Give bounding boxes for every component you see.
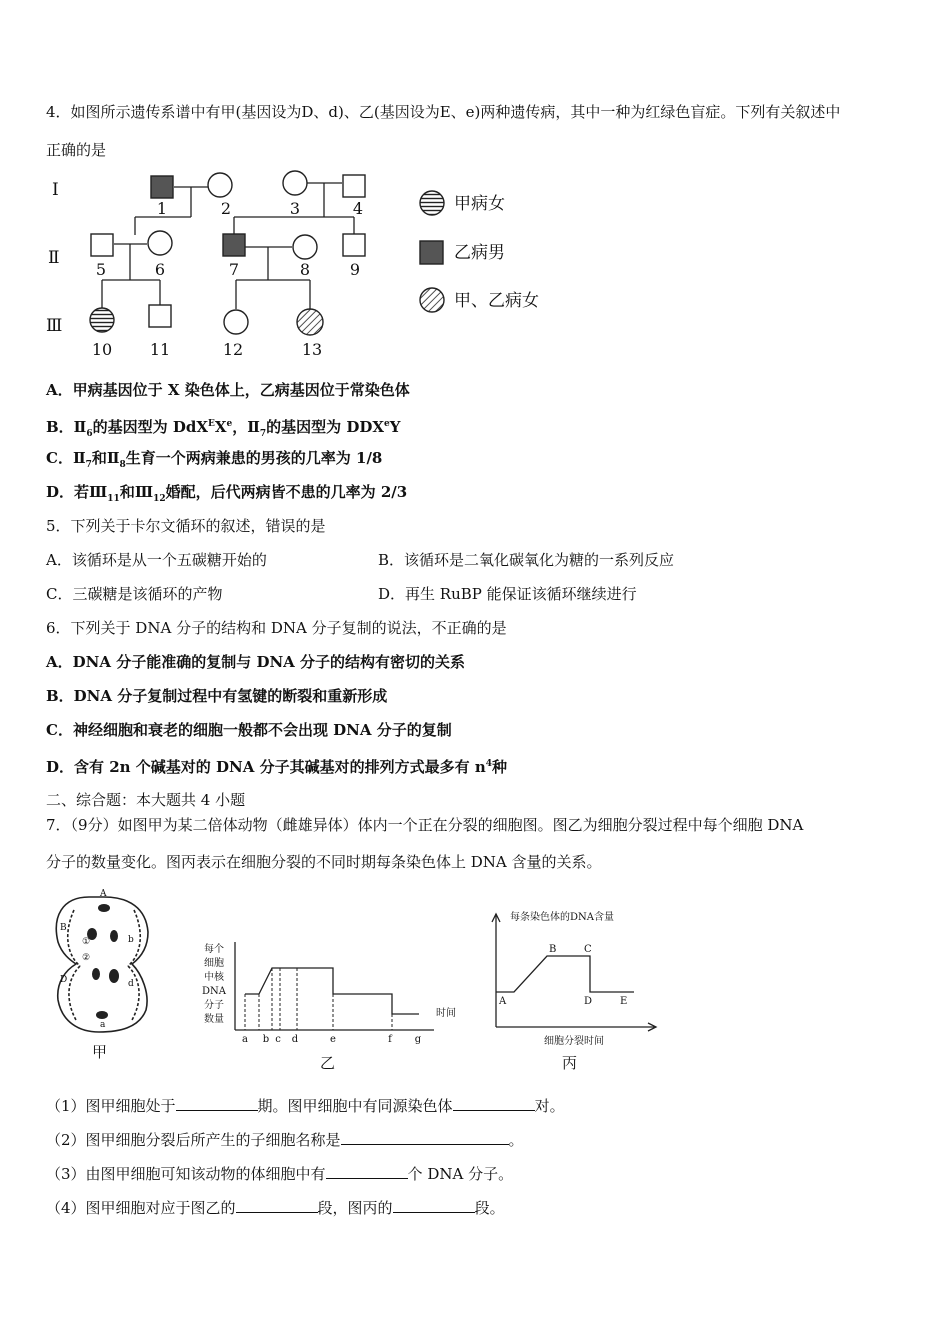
- fig-bing-ylabel: 每条染色体的DNA含量: [510, 912, 614, 923]
- q4-option-b: B．$Ⅱ_6$的基因型为 DdX$^E$Xe，$Ⅱ_7$的基因型为 DDXeY: [46, 418, 401, 439]
- individual-II-6: [148, 231, 172, 255]
- fig-yi-curve: [245, 968, 419, 1014]
- answer-blank[interactable]: [176, 1096, 258, 1111]
- label-13: 13: [301, 340, 323, 359]
- fig-yi-ylabel: 细胞: [204, 958, 224, 969]
- label-9: 9: [349, 260, 361, 279]
- fig-jia-label-D: D: [60, 975, 68, 985]
- fig-yi-xlabel: 时间: [436, 1008, 456, 1019]
- label-4: 4: [352, 199, 364, 218]
- label-8: 8: [299, 260, 311, 279]
- fig-bing-xlabel: 细胞分裂时间: [544, 1036, 604, 1047]
- legend-yi-male: 乙病男: [454, 243, 505, 263]
- label-6: 6: [154, 260, 166, 279]
- legend-yi-male-symbol: [420, 241, 443, 264]
- q7-stem-line2: 分子的数量变化。图丙表示在细胞分裂的不同时期每条染色体上 DNA 含量的关系。: [46, 853, 602, 871]
- individual-I-4: [343, 175, 365, 197]
- individual-III-10: [90, 308, 114, 332]
- fig-jia-label-1: ①: [82, 937, 91, 947]
- fig-yi-ylabel: 分子: [204, 1000, 224, 1011]
- legend-jia-female-symbol: [420, 191, 444, 215]
- fig-yi-ylabel: 每个: [204, 944, 224, 955]
- q6-option-d: D．含有 2n 个碱基对的 DNA 分子其碱基对的排列方式最多有 $n^4$种: [46, 758, 508, 776]
- q4-option-c: C．$Ⅱ_7$和$Ⅱ_8$生育一个两病兼患的男孩的几率为 1/8: [46, 449, 383, 470]
- q4-option-a: A．甲病基因位于 X 染色体上，乙病基因位于常染色体: [46, 381, 410, 399]
- q7-figures: [44, 882, 664, 1077]
- generation-label-3: Ⅲ: [46, 316, 63, 336]
- fig-jia-label-b: b: [128, 935, 134, 945]
- generation-label-1: Ⅰ: [52, 180, 59, 200]
- fig-yi-ylabel: 中核: [204, 972, 224, 983]
- label-2: 2: [220, 199, 232, 218]
- fig-jia-label-2: ②: [82, 953, 91, 963]
- label-11: 11: [149, 340, 171, 359]
- individual-II-9: [343, 234, 365, 256]
- q4-stem-line2: 正确的是: [46, 141, 107, 159]
- label-5: 5: [95, 260, 107, 279]
- fig-bing-point-A: A: [499, 996, 507, 1007]
- q4-stem-line1: 4．如图所示遗传系谱中有甲(基因设为D、d)、乙(基因设为E、e)两种遗传病，其中一种为红绿色盲症。下列有关叙述中: [46, 103, 841, 121]
- answer-blank[interactable]: [326, 1164, 408, 1179]
- label-3: 3: [289, 199, 301, 218]
- legend-both-female-symbol: [420, 288, 444, 312]
- fig-bing-point-B: B: [549, 944, 557, 955]
- q5-option-c: C．三碳糖是该循环的产物: [46, 585, 223, 603]
- fig-bing-point-E: E: [620, 996, 628, 1007]
- q6-option-b: B．DNA 分子复制过程中有氢键的断裂和重新形成: [46, 687, 388, 705]
- fig-yi-tick-e: e: [330, 1034, 336, 1045]
- q7-stem-line1: 7．（9分）如图甲为某二倍体动物（雌雄异体）体内一个正在分裂的细胞图。图乙为细胞分裂过程中每个细胞 DNA: [46, 816, 804, 834]
- legend-jia-female: 甲病女: [454, 194, 505, 214]
- q5-option-d: D．再生 RuBP 能保证该循环继续进行: [378, 585, 637, 603]
- individual-III-11: [149, 305, 171, 327]
- fig-yi-ylabel: 数量: [204, 1014, 224, 1025]
- answer-blank[interactable]: [393, 1198, 475, 1213]
- fig-yi-tick-b: b: [262, 1034, 270, 1045]
- fig-jia-chromosome: [110, 930, 118, 942]
- fig-bing-point-D: D: [584, 996, 593, 1007]
- q7-sub4: （4）图甲细胞对应于图乙的 段，图丙的 段。: [46, 1199, 505, 1217]
- q4-option-d: D．若$Ⅲ_{11}$和$Ⅲ_{12}$婚配，后代两病皆不患的几率为 2/3: [46, 483, 408, 504]
- individual-III-12: [224, 310, 248, 334]
- q6-option-a: A．DNA 分子能准确的复制与 DNA 分子的结构有密切的关系: [46, 653, 466, 671]
- individual-I-1: [151, 176, 173, 198]
- q5-option-a: A．该循环是从一个五碳糖开始的: [46, 551, 267, 569]
- fig-yi-tick-d: d: [291, 1034, 299, 1045]
- fig-yi-tick-c: c: [275, 1034, 281, 1045]
- fig-bing-curve: [496, 956, 634, 992]
- individual-II-5: [91, 234, 113, 256]
- q6-option-c: C．神经细胞和衰老的细胞一般都不会出现 DNA 分子的复制: [46, 721, 452, 739]
- generation-label-2: Ⅱ: [48, 248, 60, 268]
- fig-jia-chromosome: [96, 1011, 108, 1019]
- fig-jia-chromosome: [109, 969, 119, 983]
- fig-jia-label-A: A: [100, 889, 107, 899]
- individual-I-3: [283, 171, 307, 195]
- fig-yi-ylabel: DNA: [202, 986, 226, 997]
- fig-jia-label-B: B: [60, 923, 67, 933]
- q5-stem: 5．下列关于卡尔文循环的叙述，错误的是: [46, 517, 326, 535]
- q7-sub1: （1）图甲细胞处于 期。图甲细胞中有同源染色体 对。: [46, 1097, 565, 1115]
- answer-blank[interactable]: [453, 1096, 535, 1111]
- fig-jia-chromosome: [98, 904, 110, 912]
- answer-blank[interactable]: [341, 1130, 509, 1145]
- individual-II-8: [293, 235, 317, 259]
- q5-option-b: B．该循环是二氧化碳氧化为糖的一系列反应: [378, 551, 675, 569]
- individual-I-2: [208, 173, 232, 197]
- label-1: 1: [156, 199, 168, 218]
- fig-jia-chromosome: [92, 968, 100, 980]
- fig-yi-tick-g: g: [414, 1034, 422, 1045]
- fig-jia-label-d: d: [128, 979, 134, 989]
- q7-sub2: （2）图甲细胞分裂后所产生的子细胞名称是 。: [46, 1131, 524, 1149]
- label-7: 7: [228, 260, 240, 279]
- label-10: 10: [91, 340, 113, 359]
- legend-both-female: 甲、乙病女: [454, 291, 539, 311]
- fig-jia-label-a: a: [100, 1020, 106, 1030]
- section-2-heading: 二、综合题：本大题共 4 小题: [46, 791, 246, 809]
- fig-yi-caption: 乙: [320, 1054, 336, 1072]
- fig-yi-tick-f: f: [388, 1034, 392, 1045]
- individual-III-13: [297, 309, 323, 335]
- q7-sub3: （3）由图甲细胞可知该动物的体细胞中有 个 DNA 分子。: [46, 1165, 514, 1183]
- pedigree-figure: [44, 165, 554, 365]
- answer-blank[interactable]: [236, 1198, 318, 1213]
- label-12: 12: [222, 340, 244, 359]
- fig-yi-tick-a: a: [242, 1034, 248, 1045]
- fig-bing-caption: 丙: [562, 1054, 578, 1072]
- q6-stem: 6．下列关于 DNA 分子的结构和 DNA 分子复制的说法，不正确的是: [46, 619, 507, 637]
- fig-jia-caption: 甲: [92, 1043, 108, 1061]
- individual-II-7: [223, 234, 245, 256]
- fig-bing-point-C: C: [584, 944, 592, 955]
